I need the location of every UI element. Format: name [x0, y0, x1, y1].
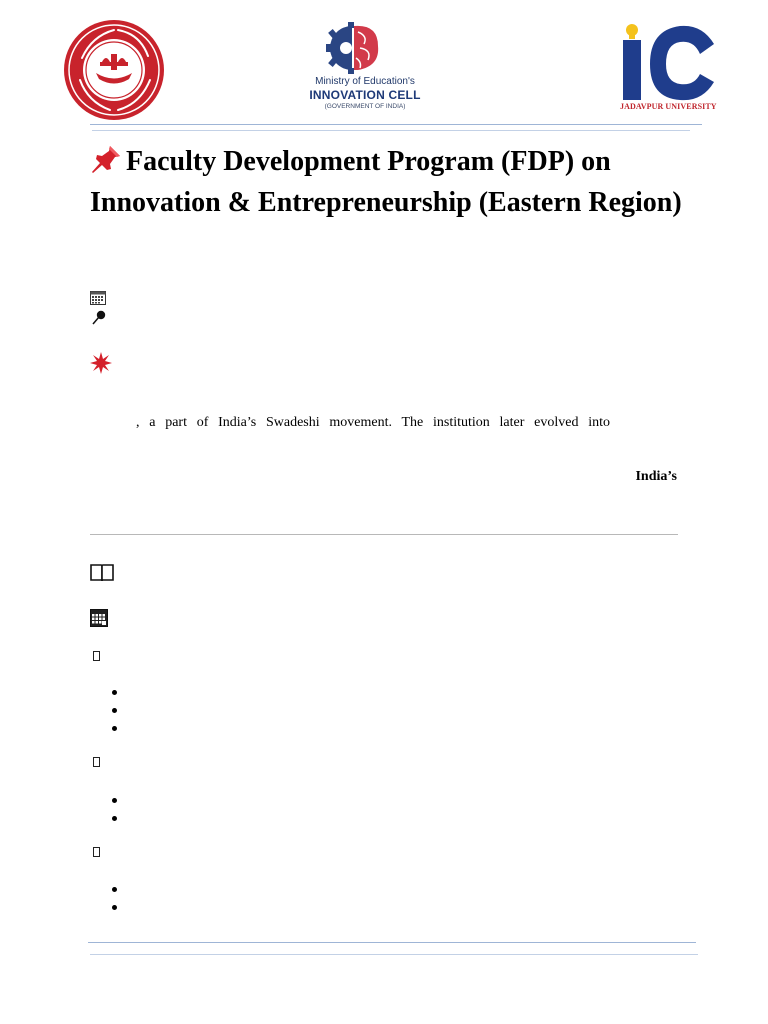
innovation-cell-caption-ministry: Ministry of Education's [315, 76, 415, 87]
missing-glyph-icon [93, 651, 100, 661]
header-divider-lower [92, 130, 690, 131]
calendar-grid-icon [90, 609, 108, 632]
red-star-burst-icon [90, 352, 112, 379]
round-pushpin-icon [91, 310, 106, 330]
footer-divider-lower [90, 954, 698, 955]
innovation-cell-caption-government: (GOVERNMENT OF INDIA) [324, 103, 406, 110]
footer-divider-upper [88, 942, 696, 943]
intro-bold-fragment: India’s [635, 469, 677, 484]
page-title [90, 143, 690, 221]
missing-glyph-icon [93, 757, 100, 767]
ic-logo-caption: JADAVPUR UNIVERSITY [620, 102, 717, 111]
innovation-cell-caption-name: INNOVATION CELL [309, 88, 421, 102]
pushpin-icon [90, 144, 122, 184]
missing-glyph-icon [93, 847, 100, 857]
header-divider-upper [90, 124, 702, 125]
calendar-icon [90, 290, 106, 310]
ic-jadavpur-logo [612, 20, 722, 112]
open-book-icon [90, 563, 114, 587]
section-divider [90, 534, 678, 535]
innovation-cell-logo [300, 20, 430, 112]
jadavpur-university-seal-logo [62, 18, 166, 122]
intro-line: , a part of India’s Swadeshi movement. The institution later evolved into [136, 415, 610, 430]
page-title-text: Faculty Development Program (FDP) on Innovation & Entrepreneurship (Eastern Region) [90, 146, 682, 218]
